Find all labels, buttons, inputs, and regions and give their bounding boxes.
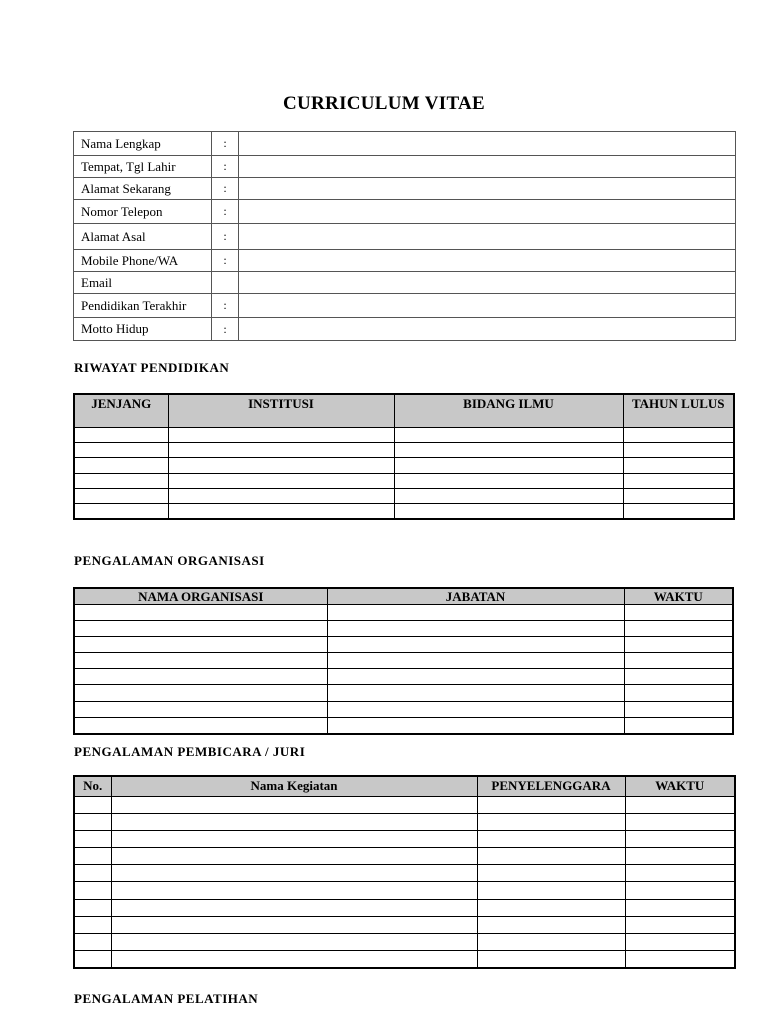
info-row: [74, 272, 736, 294]
section-title-training: PENGALAMAN PELATIHAN: [74, 991, 259, 1006]
table-cell[interactable]: [477, 899, 625, 916]
table-cell[interactable]: [624, 701, 733, 717]
table-cell[interactable]: [111, 882, 477, 899]
info-row: [74, 318, 736, 341]
info-colon: :: [212, 224, 239, 250]
table-row: [74, 685, 733, 701]
table-row: [74, 882, 735, 899]
table-cell[interactable]: [111, 865, 477, 882]
table-cell[interactable]: [168, 473, 394, 488]
table-cell[interactable]: [477, 831, 625, 848]
column-header: JABATAN: [327, 588, 624, 605]
table-cell[interactable]: [111, 797, 477, 814]
document-title: CURRICULUM VITAE: [282, 93, 486, 114]
column-header: Nama Kegiatan: [111, 776, 477, 797]
info-colon: :: [212, 132, 239, 156]
table-header-row: [74, 776, 735, 797]
info-value-field[interactable]: [239, 224, 736, 250]
table-cell[interactable]: [477, 916, 625, 933]
table-cell[interactable]: [74, 443, 168, 458]
table-cell[interactable]: [74, 621, 327, 637]
info-colon: :: [212, 318, 239, 341]
column-header: WAKTU: [625, 776, 735, 797]
info-row: [74, 294, 736, 318]
section-title-speaker: PENGALAMAN PEMBICARA / JURI: [74, 744, 306, 759]
table-cell[interactable]: [623, 488, 734, 503]
table-cell[interactable]: [623, 503, 734, 519]
table-cell[interactable]: [74, 503, 168, 519]
column-header: BIDANG ILMU: [394, 394, 623, 428]
table-cell[interactable]: [625, 848, 735, 865]
table-row: [74, 428, 734, 443]
info-row: [74, 200, 736, 224]
table-cell[interactable]: [327, 685, 624, 701]
speaker-table: [73, 775, 736, 969]
table-cell[interactable]: [327, 653, 624, 669]
info-value-field[interactable]: [239, 178, 736, 200]
table-cell[interactable]: [74, 669, 327, 685]
table-cell[interactable]: [74, 865, 111, 882]
table-cell[interactable]: [477, 950, 625, 968]
table-cell[interactable]: [74, 899, 111, 916]
table-cell[interactable]: [111, 933, 477, 950]
table-cell[interactable]: [477, 865, 625, 882]
table-cell[interactable]: [74, 950, 111, 968]
table-cell[interactable]: [111, 848, 477, 865]
column-header: INSTITUSI: [168, 394, 394, 428]
table-cell[interactable]: [477, 797, 625, 814]
table-cell[interactable]: [394, 458, 623, 473]
table-row: [74, 669, 733, 685]
info-label: Motto Hidup: [74, 318, 212, 341]
column-header: TAHUN LULUS: [623, 394, 734, 428]
table-cell[interactable]: [394, 473, 623, 488]
table-row: [74, 814, 735, 831]
table-cell[interactable]: [625, 899, 735, 916]
table-cell[interactable]: [623, 458, 734, 473]
table-row: [74, 605, 733, 621]
table-cell[interactable]: [74, 701, 327, 717]
table-cell[interactable]: [624, 717, 733, 734]
table-header-row: [74, 588, 733, 605]
table-cell[interactable]: [625, 814, 735, 831]
table-cell[interactable]: [74, 653, 327, 669]
info-colon: :: [212, 200, 239, 224]
table-cell[interactable]: [111, 831, 477, 848]
info-label: Alamat Asal: [74, 224, 212, 250]
table-cell[interactable]: [625, 916, 735, 933]
info-value-field[interactable]: [239, 250, 736, 272]
table-row: [74, 653, 733, 669]
table-cell[interactable]: [327, 637, 624, 653]
table-row: [74, 717, 733, 734]
table-cell[interactable]: [74, 916, 111, 933]
table-row: [74, 473, 734, 488]
table-cell[interactable]: [74, 473, 168, 488]
info-value-field[interactable]: [239, 294, 736, 318]
table-cell[interactable]: [624, 685, 733, 701]
table-cell[interactable]: [74, 428, 168, 443]
table-cell[interactable]: [623, 443, 734, 458]
info-label: Nomor Telepon: [74, 200, 212, 224]
table-row: [74, 443, 734, 458]
table-row: [74, 637, 733, 653]
column-header: NAMA ORGANISASI: [74, 588, 327, 605]
info-value-field[interactable]: [239, 156, 736, 178]
table-cell[interactable]: [394, 428, 623, 443]
table-header-row: [74, 394, 734, 428]
info-label: Email: [74, 272, 212, 294]
table-row: [74, 458, 734, 473]
education-table: [73, 393, 735, 520]
table-cell[interactable]: [625, 797, 735, 814]
table-row: [74, 950, 735, 968]
table-cell[interactable]: [111, 899, 477, 916]
table-row: [74, 848, 735, 865]
organization-table: [73, 587, 734, 735]
table-row: [74, 899, 735, 916]
info-value-field[interactable]: [239, 272, 736, 294]
table-cell[interactable]: [168, 428, 394, 443]
table-cell[interactable]: [74, 458, 168, 473]
table-cell[interactable]: [74, 848, 111, 865]
table-row: [74, 916, 735, 933]
table-cell[interactable]: [111, 916, 477, 933]
info-label: Mobile Phone/WA: [74, 250, 212, 272]
info-colon: [212, 272, 239, 294]
table-cell[interactable]: [168, 488, 394, 503]
table-cell[interactable]: [394, 503, 623, 519]
table-row: [74, 865, 735, 882]
table-cell[interactable]: [74, 605, 327, 621]
table-cell[interactable]: [74, 685, 327, 701]
info-colon: :: [212, 250, 239, 272]
table-cell[interactable]: [477, 814, 625, 831]
table-cell[interactable]: [477, 848, 625, 865]
section-title-education: RIWAYAT PENDIDIKAN: [74, 360, 230, 375]
table-cell[interactable]: [624, 637, 733, 653]
table-row: [74, 488, 734, 503]
info-label: Nama Lengkap: [74, 132, 212, 156]
table-cell[interactable]: [327, 701, 624, 717]
table-cell[interactable]: [624, 653, 733, 669]
table-cell[interactable]: [327, 669, 624, 685]
table-cell[interactable]: [327, 621, 624, 637]
table-cell[interactable]: [111, 814, 477, 831]
table-cell[interactable]: [625, 950, 735, 968]
table-cell[interactable]: [477, 882, 625, 899]
table-cell[interactable]: [74, 637, 327, 653]
info-row: [74, 250, 736, 272]
table-cell[interactable]: [625, 882, 735, 899]
table-row: [74, 621, 733, 637]
table-cell[interactable]: [625, 831, 735, 848]
column-header: PENYELENGGARA: [477, 776, 625, 797]
info-colon: :: [212, 156, 239, 178]
table-cell[interactable]: [624, 605, 733, 621]
table-cell[interactable]: [168, 503, 394, 519]
table-row: [74, 933, 735, 950]
table-cell[interactable]: [74, 814, 111, 831]
table-cell[interactable]: [625, 865, 735, 882]
column-header: JENJANG: [74, 394, 168, 428]
table-cell[interactable]: [327, 717, 624, 734]
table-cell[interactable]: [623, 428, 734, 443]
table-cell[interactable]: [624, 669, 733, 685]
table-cell[interactable]: [623, 473, 734, 488]
table-cell[interactable]: [111, 950, 477, 968]
table-cell[interactable]: [74, 797, 111, 814]
table-cell[interactable]: [625, 933, 735, 950]
info-value-field[interactable]: [239, 318, 736, 341]
table-row: [74, 503, 734, 519]
table-cell[interactable]: [477, 933, 625, 950]
info-colon: :: [212, 178, 239, 200]
table-cell[interactable]: [168, 443, 394, 458]
info-label: Pendidikan Terakhir: [74, 294, 212, 318]
table-cell[interactable]: [74, 882, 111, 899]
info-row: [74, 178, 736, 200]
info-colon: :: [212, 294, 239, 318]
table-cell[interactable]: [394, 488, 623, 503]
info-row: [74, 156, 736, 178]
info-value-field[interactable]: [239, 200, 736, 224]
table-cell[interactable]: [74, 933, 111, 950]
info-row: [74, 224, 736, 250]
info-row: [74, 132, 736, 156]
table-cell[interactable]: [327, 605, 624, 621]
info-value-field[interactable]: [239, 132, 736, 156]
table-row: [74, 701, 733, 717]
column-header: WAKTU: [624, 588, 733, 605]
table-row: [74, 797, 735, 814]
table-cell[interactable]: [394, 443, 623, 458]
info-label: Alamat Sekarang: [74, 178, 212, 200]
table-cell[interactable]: [624, 621, 733, 637]
section-title-organization: PENGALAMAN ORGANISASI: [74, 553, 265, 568]
table-cell[interactable]: [74, 831, 111, 848]
column-header: No.: [74, 776, 111, 797]
info-label: Tempat, Tgl Lahir: [74, 156, 212, 178]
table-row: [74, 831, 735, 848]
table-cell[interactable]: [74, 488, 168, 503]
table-cell[interactable]: [74, 717, 327, 734]
table-cell[interactable]: [168, 458, 394, 473]
personal-info-table: [73, 131, 736, 341]
